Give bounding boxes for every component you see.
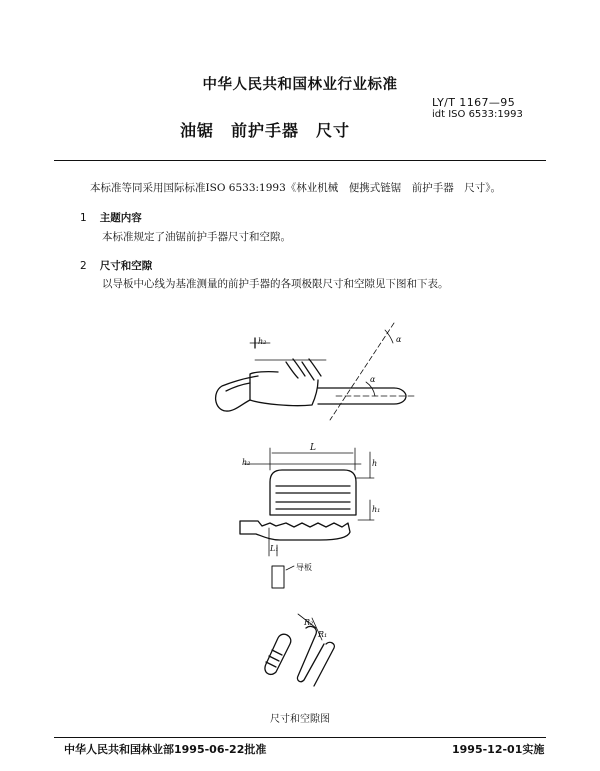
section-2-body: 以导板中心线为基准测量的前护手器的各项极限尺寸和空隙见下图和下表。 bbox=[102, 278, 449, 290]
figure-label-h1: h₁ bbox=[372, 505, 381, 514]
approval-date: 中华人民共和国林业部1995-06-22批准 bbox=[64, 743, 267, 756]
dimensions-figure bbox=[0, 300, 600, 710]
implementation-date: 1995-12-01实施 bbox=[452, 743, 545, 756]
document-title: 油锯 前护手器 尺寸 bbox=[180, 121, 351, 140]
section-1-heading bbox=[80, 206, 142, 225]
figure-label-h2: h₂ bbox=[242, 458, 251, 467]
figure-label-L1: L₁ bbox=[270, 544, 279, 553]
section-number: 1 bbox=[80, 212, 87, 224]
identical-standard: idt ISO 6533:1993 bbox=[432, 109, 523, 120]
figure-label-alpha-top: α bbox=[396, 335, 402, 344]
figure-label-h2-top: h₂ bbox=[258, 337, 267, 346]
section-title: 主题内容 bbox=[99, 212, 142, 224]
section-title: 尺寸和空隙 bbox=[99, 260, 153, 272]
section-2-heading bbox=[80, 254, 152, 273]
figure-label-L: L bbox=[310, 443, 316, 453]
intro-paragraph: 本标准等同采用国际标准ISO 6533:1993《林业机械 便携式链锯 前护手器 尺寸》。 bbox=[90, 182, 502, 194]
issuing-body: 中华人民共和国林业行业标准 bbox=[202, 77, 398, 93]
figure-label-alpha: α bbox=[370, 375, 376, 384]
header-rule bbox=[54, 160, 546, 161]
figure-label-R1: R₁ bbox=[318, 630, 328, 639]
standard-number: LY/T 1167—95 bbox=[432, 96, 516, 109]
footer-rule bbox=[54, 737, 546, 738]
figure-label-guide-bar: 导板 bbox=[296, 563, 312, 572]
figure-label-R2: R₂ bbox=[304, 618, 314, 627]
figure-label-h: h bbox=[372, 459, 378, 468]
chainsaw-side-view bbox=[216, 323, 414, 420]
section-number: 2 bbox=[80, 260, 87, 272]
figure-caption: 尺寸和空隙图 bbox=[270, 714, 330, 725]
radius-detail bbox=[265, 614, 334, 686]
section-1-body: 本标准规定了油锯前护手器尺寸和空隙。 bbox=[102, 231, 291, 243]
